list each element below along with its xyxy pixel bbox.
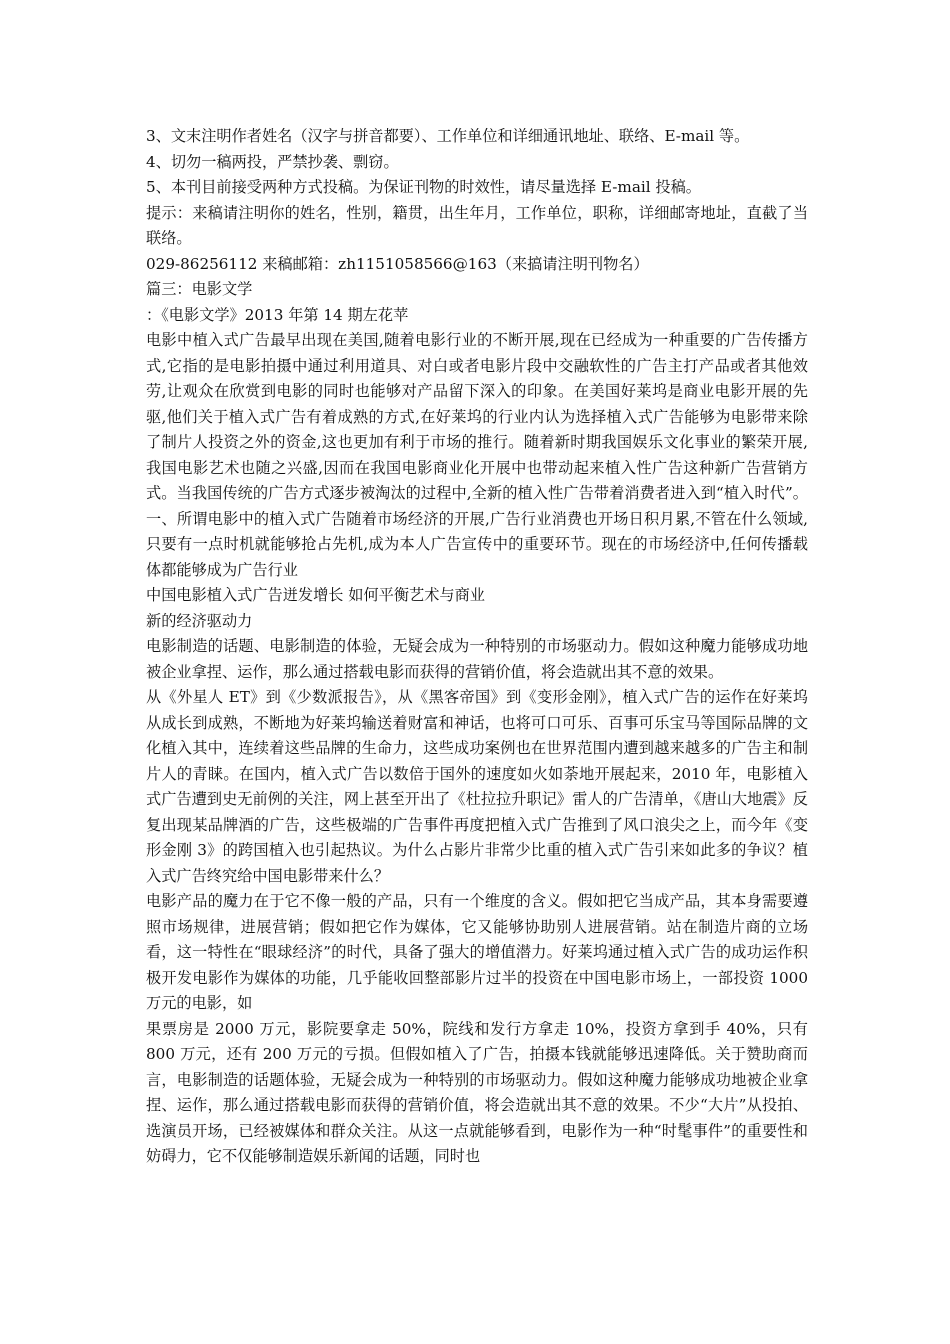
paragraph-body: 电影产品的魔力在于它不像一般的产品，只有一个维度的含义。假如把它当成产品，其本身需要遵照市场规律，进展营销；假如把它作为媒体，它又能够协助别人进展营销。站在制造片商的立场看，这一特性在“眼球经济”的时代，具备了强大的增值潜力。好莱坞通过植入式广告的成功运作积极开发电影作为媒体的功能，几乎能收回整部影片过半的投资在中国电影市场上，一部投资 1000 万元的电影，如	[146, 892, 808, 1012]
paragraph-submission-rule-4: 4、切勿一稿两投，严禁抄袭、剽窃。	[146, 152, 399, 171]
section-heading: 篇三：电影文学	[146, 280, 253, 298]
paragraph-body: 电影制造的话题、电影制造的体验，无疑会成为一种特别的市场驱动力。假如这种魔力能够成功地被企业拿捏、运作，那么通过搭载电影而获得的营销价值，将会造就出其不意的效果。	[146, 637, 808, 681]
paragraph-submission-rule-5: 5、本刊目前接受两种方式投稿。为保证刊物的时效性，请尽量选择 E-mail 投稿。	[146, 178, 701, 196]
paragraph-tip: 提示：来稿请注明你的姓名，性别，籍贯，出生年月，工作单位，职称，详细邮寄地址，直截了当联络。	[146, 203, 808, 247]
section-subheading: 新的经济驱动力	[146, 611, 253, 630]
document-body	[146, 124, 808, 1170]
paragraph-body: 果票房是 2000 万元，影院要拿走 50%，院线和发行方拿走 10%，投资方拿到手 40%，只有 800 万元，还有 200 万元的亏损。但假如植入了广告，拍摄本钱就能够迅速降低。关于赞助商而言，电影制造的话题体验，无疑会成为一种特别的市场驱动力。假如这种魔力能够成功地被企业拿捏、运作，那么通过搭载电影而获得的营销价值，将会造就出其不意的效果。不少“大片”从投拍、选演员开场，已经被媒体和群众关注。从这一点就能够看到，电影作为一种“时髦事件”的重要性和妨碍力，它不仅能够制造娱乐新闻的话题，同时也	[146, 1019, 808, 1165]
paragraph-contact: 029-86256112 来稿邮箱：zh1151058566@163（来搞请注明刊物名）	[146, 254, 649, 273]
article-subtitle: 中国电影植入式广告迸发增长 如何平衡艺术与商业	[146, 586, 485, 604]
paragraph-body: 电影中植入式广告最早出现在美国,随着电影行业的不断开展,现在已经成为一种重要的广告传播方式,它指的是电影拍摄中通过利用道具、对白或者电影片段中交融软性的广告主打产品或者其他效劳,让观众在欣赏到电影的同时也能够对产品留下深入的印象。在美国好莱坞是商业电影开展的先驱,他们关于植入式广告有着成熟的方式,在好莱坞的行业内认为选择植入式广告能够为电影带来除了制片人投资之外的资金,这也更加有利于市场的推行。随着新时期我国娱乐文化事业的繁荣开展,我国电影艺术也随之兴盛,因而在我国电影商业化开展中也带动起来植入性广告这种新广告营销方式。当我国传统的广告方式逐步被淘汰的过程中,全新的植入性广告带着消费者进入到“植入时代”。一、所谓电影中的植入式广告随着市场经济的开展,广告行业消费也开场日积月累,不管在什么领域,只要有一点时机就能够抢占先机,成为本人广告宣传中的重要环节。现在的市场经济中,任何传播载体都能够成为广告行业	[146, 331, 808, 579]
paragraph-body: 从《外星人 ET》到《少数派报告》，从《黑客帝国》到《变形金刚》，植入式广告的运作在好莱坞从成长到成熟，不断地为好莱坞输送着财富和神话，也将可口可乐、百事可乐宝马等国际品牌的文化植入其中，连续着这些品牌的生命力，这些成功案例也在世界范围内遭到越来越多的广告主和制片人的青睐。在国内，植入式广告以数倍于国外的速度如火如荼地开展起来，2010 年，电影植入式广告遭到史无前例的关注，网上甚至开出了《杜拉拉升职记》雷人的广告清单，《唐山大地震》反复出现某品牌酒的广告，这些极端的广告事件再度把植入式广告推到了风口浪尖之上，而今年《变形金刚 3》的跨国植入也引起热议。为什么占影片非常少比重的植入式广告引来如此多的争议？植入式广告终究给中国电影带来什么？	[146, 688, 808, 885]
article-source: ：《电影文学》2013 年第 14 期左花苹	[146, 305, 409, 324]
paragraph-submission-rule-3: 3、文末注明作者姓名（汉字与拼音都要）、工作单位和详细通讯地址、联络、E-mail 等。	[146, 127, 750, 145]
